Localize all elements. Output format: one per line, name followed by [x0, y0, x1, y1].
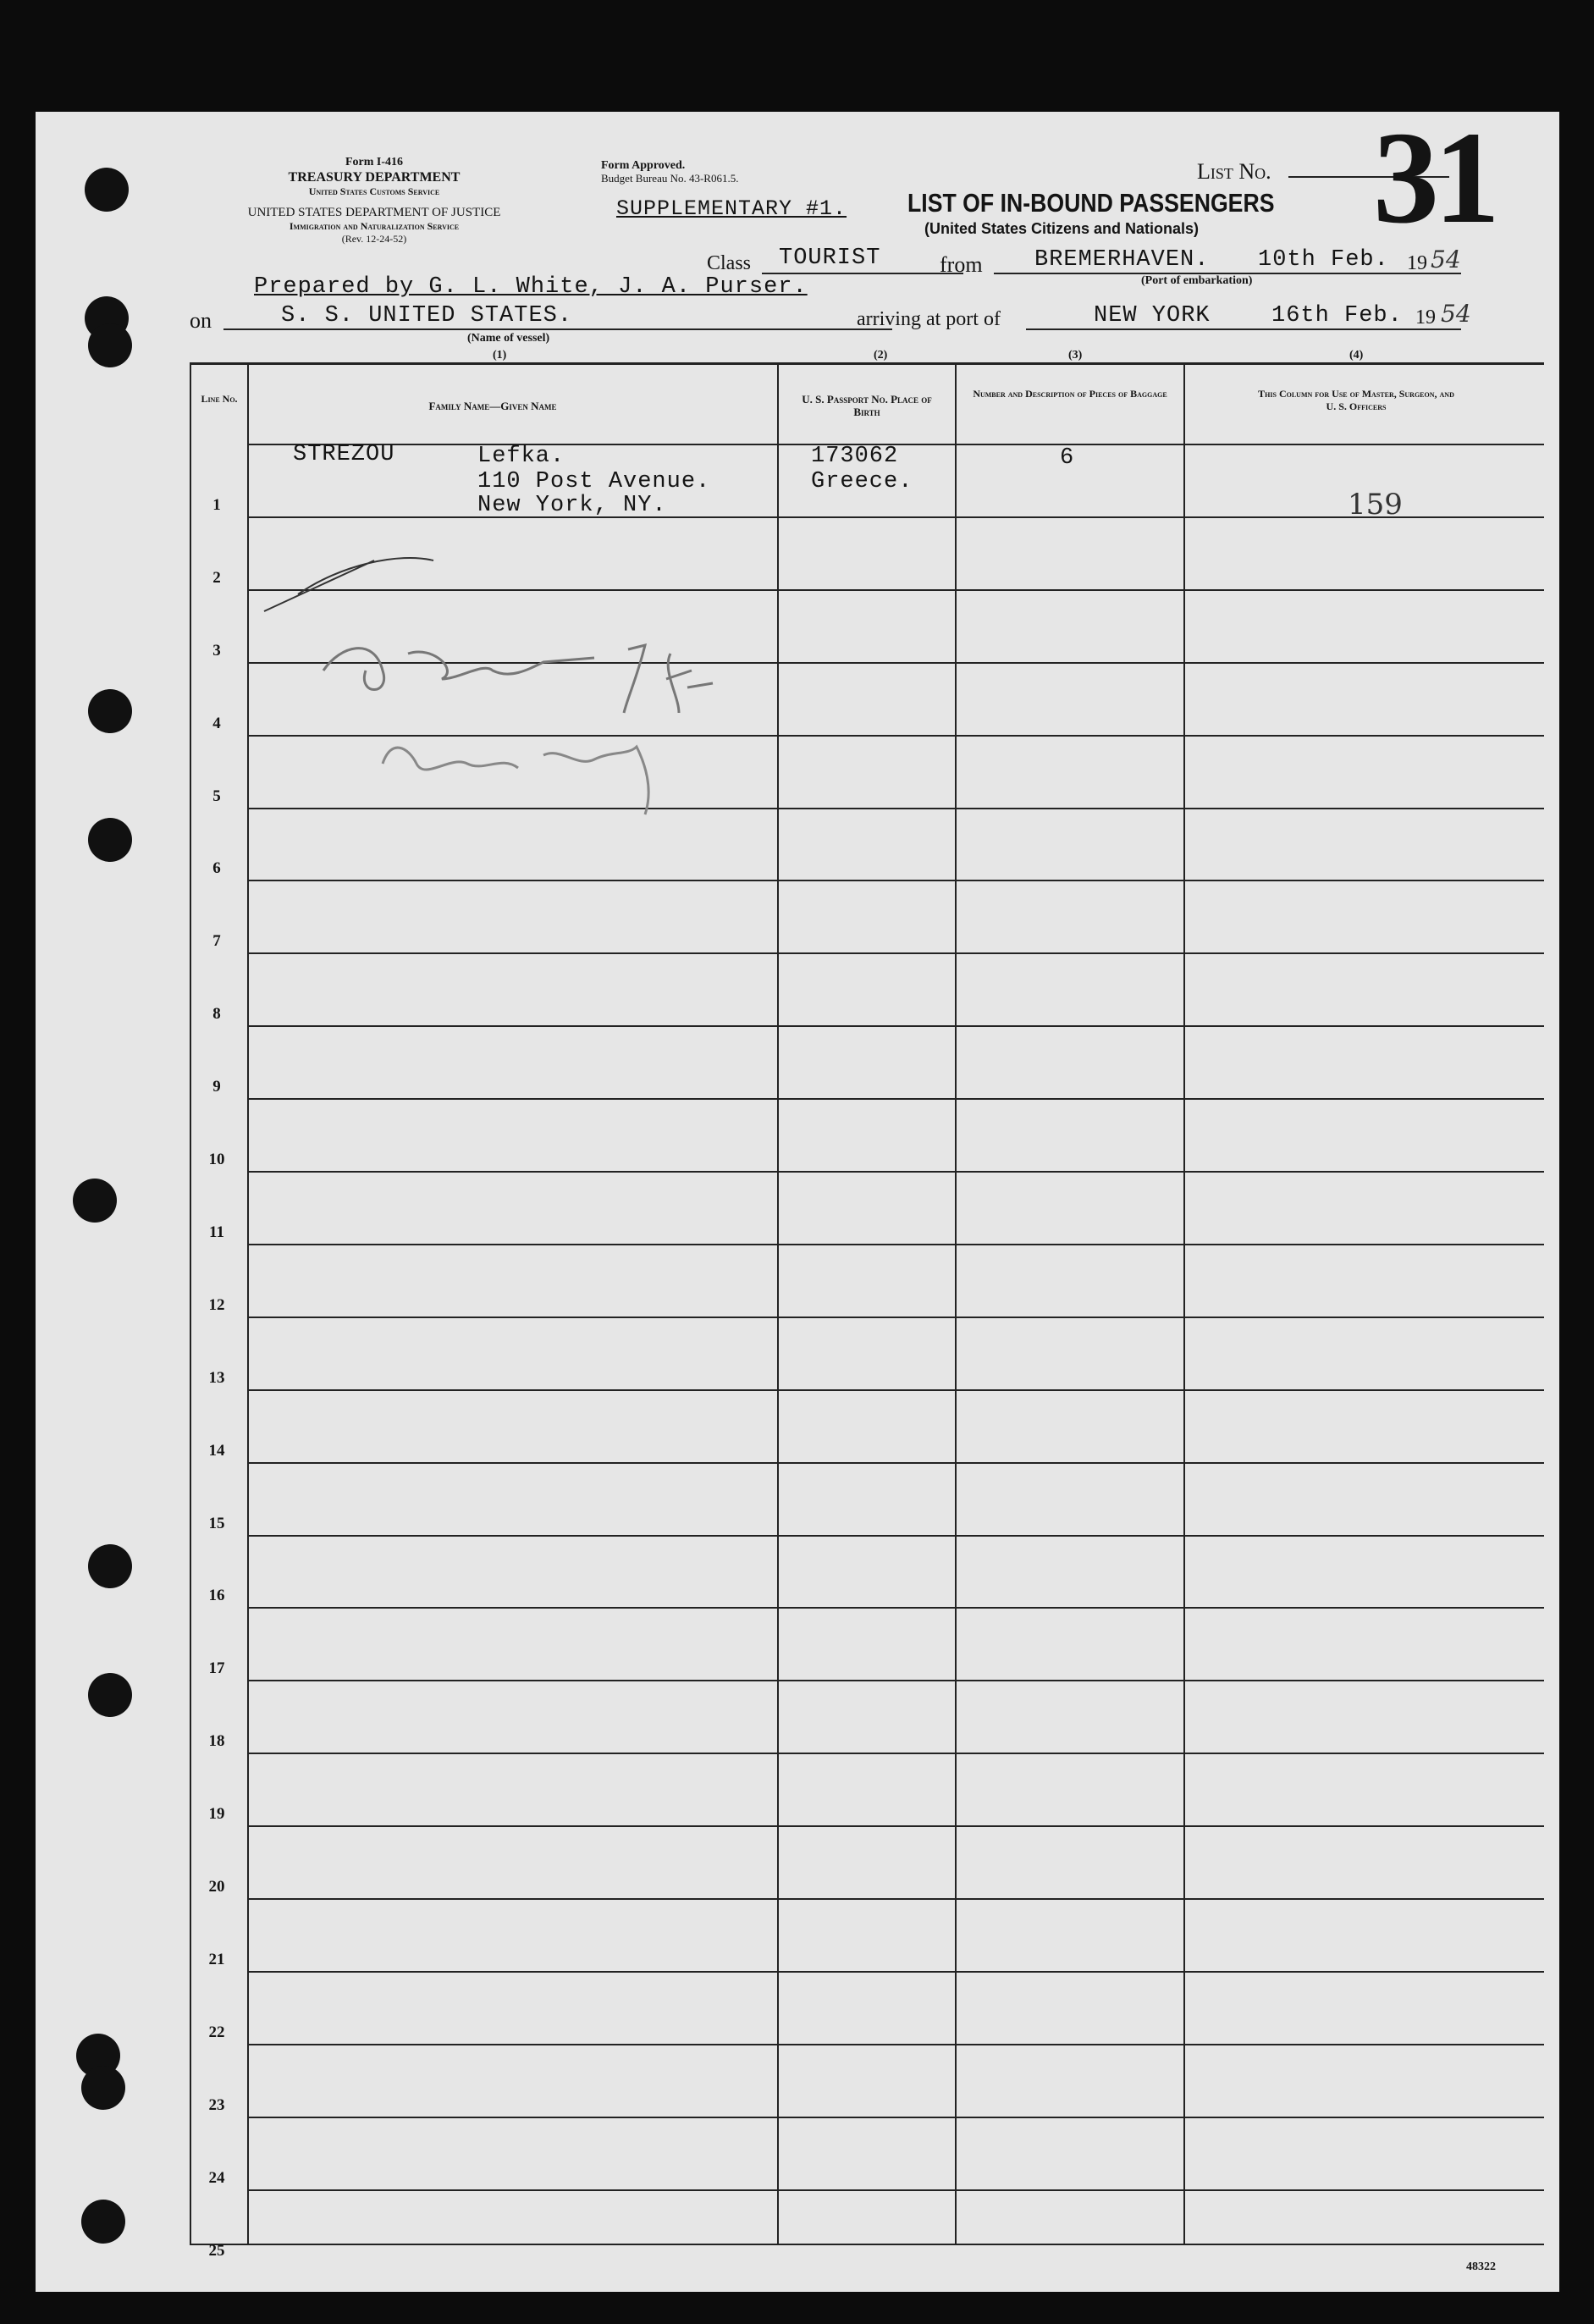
row-line	[247, 880, 1544, 881]
binder-hole	[88, 689, 132, 733]
row-number: 19	[208, 1805, 225, 1824]
embarkation-caption: (Port of embarkation)	[1141, 274, 1253, 287]
customs-service: United States Customs Service	[308, 185, 440, 197]
row-line	[247, 2117, 1544, 2118]
given-name: Lefka.	[477, 444, 565, 469]
row-line	[247, 1753, 1544, 1754]
row-number: 20	[208, 1878, 225, 1896]
row-line	[247, 1025, 1544, 1027]
list-number: 31	[1373, 104, 1495, 251]
row-number: 17	[208, 1659, 225, 1678]
row-line	[247, 1825, 1544, 1827]
row-number: 4	[212, 714, 221, 732]
justice-department: UNITED STATES DEPARTMENT OF JUSTICE	[247, 206, 501, 219]
address-line-2: New York, NY.	[477, 493, 667, 518]
column-number: (4)	[1349, 349, 1364, 362]
address-line-1: 110 Post Avenue.	[477, 469, 711, 494]
budget-number: Budget Bureau No. 43-R061.5.	[601, 172, 739, 185]
row-line	[247, 1898, 1544, 1900]
baggage-count: 6	[1060, 445, 1075, 471]
row-line	[247, 1171, 1544, 1173]
header-officers: This Column for Use of Master, Surgeon, and U. S. Officers	[1258, 388, 1454, 412]
officer-mark: 159	[1348, 488, 1403, 522]
class-value: TOURIST	[779, 246, 881, 271]
row-line	[247, 952, 1544, 954]
row-number: 7	[212, 932, 221, 951]
form-sheet	[36, 104, 1559, 2292]
binder-hole	[81, 2066, 125, 2110]
arrival-port: NEW YORK	[1094, 303, 1211, 328]
row-number: 3	[212, 641, 221, 660]
row-number: 5	[212, 787, 221, 805]
departure-date: 10th Feb.	[1258, 247, 1389, 273]
row-number: 15	[208, 1514, 225, 1532]
prepared-by: Prepared by G. L. White, J. A. Purser.	[254, 274, 808, 300]
row-number: 18	[208, 1732, 225, 1751]
header-line-no: Line No.	[201, 393, 238, 405]
ins-name: Immigration and Naturalization Service	[289, 220, 460, 232]
document-number: 48322	[1466, 2261, 1496, 2273]
row-number: 10	[208, 1151, 225, 1168]
row-number: 22	[208, 2023, 225, 2041]
column-number: (2)	[874, 349, 888, 362]
from-label: from	[940, 252, 983, 277]
row-number: 11	[209, 1223, 224, 1241]
binder-hole	[73, 1179, 117, 1223]
header-baggage: Number and Description of Pieces of Baggage	[973, 388, 1167, 400]
row-number: 1	[212, 495, 221, 514]
row-number: 6	[212, 859, 221, 878]
row-line	[247, 2044, 1544, 2045]
row-line	[247, 1098, 1544, 1100]
header-name: Family Name—Given Name	[428, 400, 557, 412]
departure-year: 54	[1431, 246, 1461, 273]
arriving-label: arriving at port of	[857, 308, 1001, 330]
row-number: 13	[208, 1368, 225, 1387]
row-line	[247, 1971, 1544, 1973]
form-approved: Form Approved.	[601, 159, 686, 172]
form-number: Form I-416	[345, 156, 404, 168]
row-line	[247, 2189, 1544, 2191]
row-line	[247, 1389, 1544, 1391]
row-number: 16	[208, 1587, 225, 1605]
row-number: 21	[208, 1950, 225, 1968]
column-number: (3)	[1068, 349, 1083, 362]
row-number: 23	[208, 2095, 225, 2114]
row-line	[247, 1535, 1544, 1537]
row-line	[247, 1317, 1544, 1318]
class-label: Class	[707, 252, 752, 274]
page-subtitle: (United States Citizens and Nationals)	[924, 220, 1200, 237]
binder-hole	[88, 1673, 132, 1717]
binder-hole	[88, 818, 132, 862]
row-number: 8	[212, 1005, 221, 1024]
on-label: on	[190, 308, 212, 333]
vessel-name: S. S. UNITED STATES.	[281, 303, 573, 328]
family-name: STREZOU	[293, 442, 395, 467]
department-name: TREASURY DEPARTMENT	[288, 170, 461, 185]
row-line	[247, 1607, 1544, 1609]
row-number: 9	[212, 1078, 221, 1096]
row-number: 24	[208, 2168, 225, 2187]
row-number: 25	[208, 2241, 225, 2260]
arrival-year-prefix: 19	[1415, 306, 1436, 328]
arrival-date: 16th Feb.	[1271, 303, 1403, 328]
departure-year-prefix: 19	[1407, 252, 1427, 274]
arrival-year: 54	[1441, 300, 1471, 328]
binder-hole	[88, 1544, 132, 1588]
place-of-birth: Greece.	[811, 469, 913, 494]
supplementary-mark: SUPPLEMENTARY #1.	[616, 196, 847, 221]
row-line	[247, 1680, 1544, 1681]
header-passport: U. S. Passport No. Place of Birth	[802, 393, 932, 418]
vessel-caption: (Name of vessel)	[467, 332, 550, 345]
row-number: 14	[208, 1441, 225, 1460]
list-no-label: List No.	[1197, 159, 1271, 184]
passport-number: 173062	[811, 444, 899, 469]
column-number: (1)	[493, 349, 507, 362]
row-number: 2	[212, 568, 221, 587]
row-line	[247, 1244, 1544, 1245]
handwritten-annotation	[239, 391, 764, 831]
row-number: 12	[208, 1295, 225, 1314]
row-line	[247, 1462, 1544, 1464]
embarkation-port: BREMERHAVEN.	[1034, 247, 1210, 273]
revision-date: (Rev. 12-24-52)	[341, 233, 407, 245]
binder-hole	[81, 2200, 125, 2244]
binder-hole	[88, 323, 132, 367]
page-title: LIST OF IN-BOUND PASSENGERS	[907, 188, 1275, 218]
binder-hole	[85, 168, 129, 212]
